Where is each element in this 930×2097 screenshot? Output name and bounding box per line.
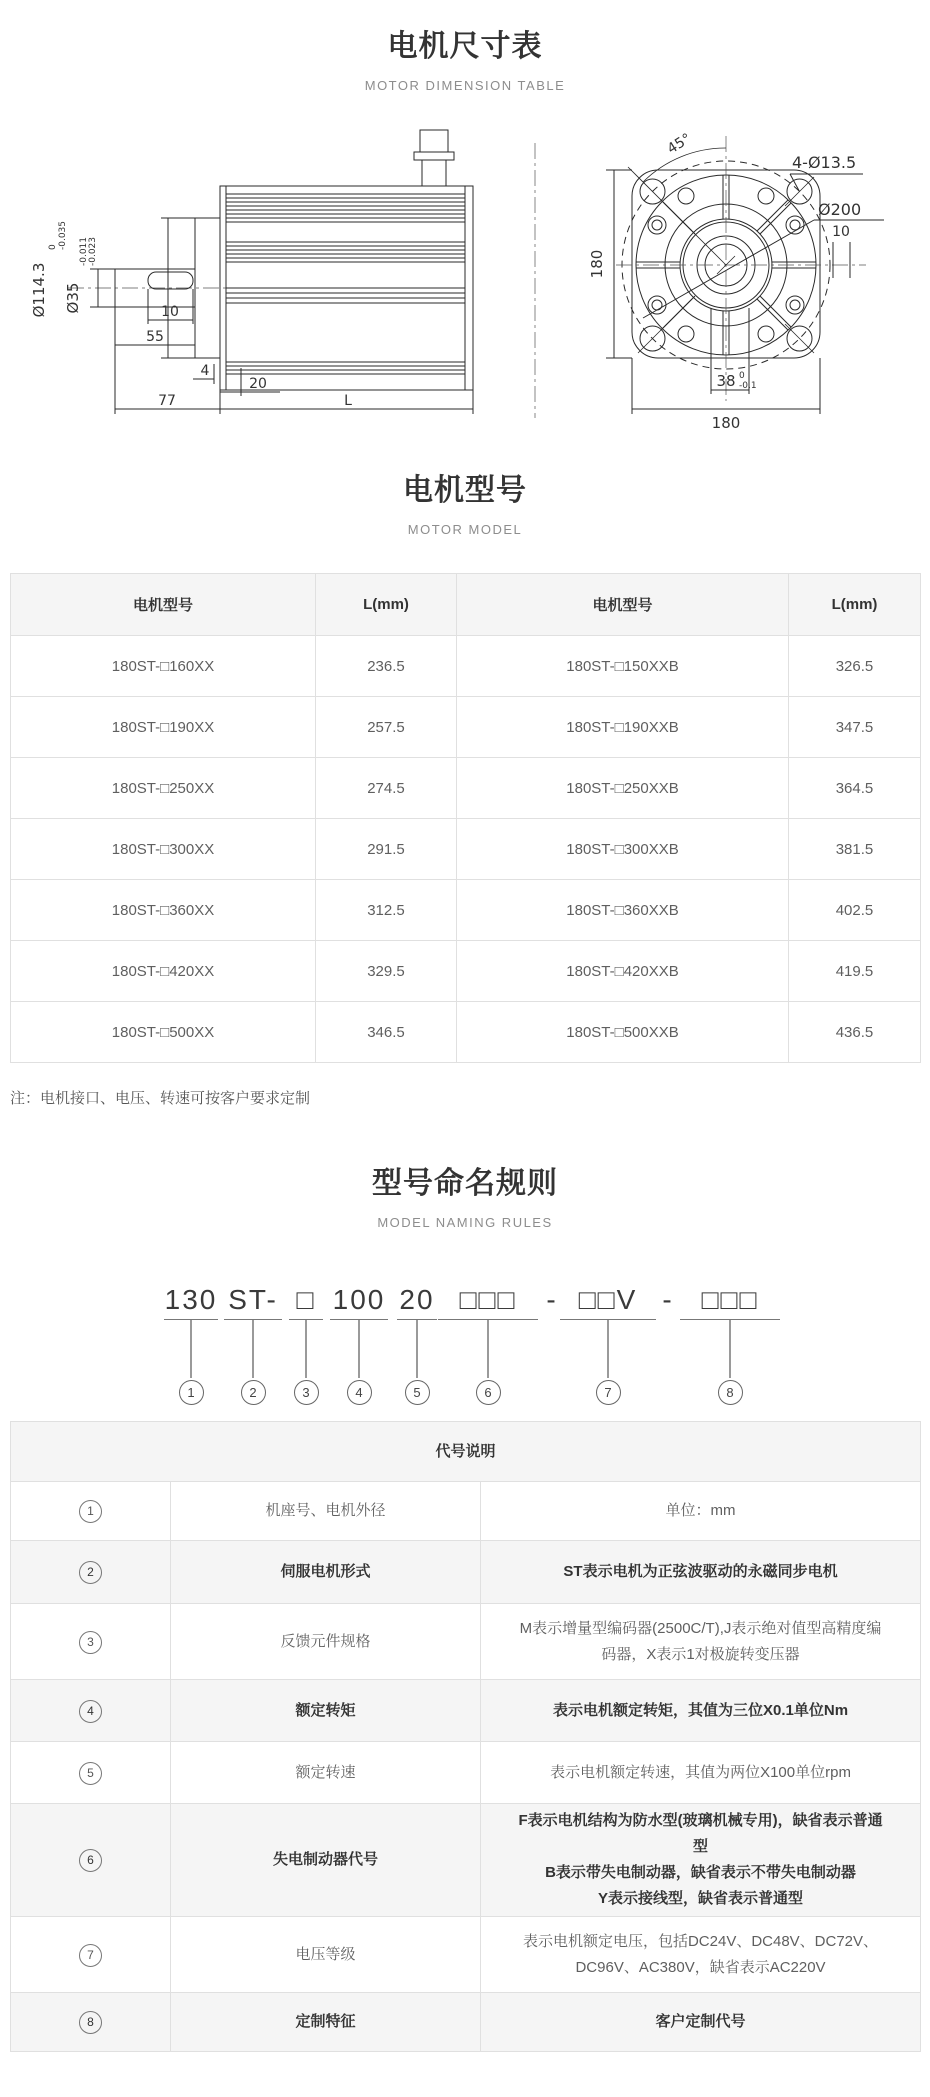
code-name-cell: 电压等级 (171, 1917, 481, 1993)
segment-number-2: 2 (241, 1380, 266, 1405)
circled-number: 5 (79, 1762, 102, 1785)
section-dimension-header (0, 26, 930, 93)
code-name-cell: 额定转速 (171, 1742, 481, 1804)
code-row-1 (11, 1482, 921, 1541)
segment-number-6: 6 (476, 1380, 501, 1405)
segment-leader (358, 1320, 360, 1378)
code-num-cell (11, 1993, 171, 2052)
segment-leader (305, 1320, 307, 1378)
segment-label: ST- (228, 1284, 278, 1315)
code-row-4 (11, 1680, 921, 1742)
circled-number: 1 (79, 1500, 102, 1523)
dim-bolt-circle: Ø200 (818, 200, 862, 219)
customization-note: 注：电机接口、电压、转速可按客户要求定制 (10, 1090, 311, 1107)
segment-number-7: 7 (596, 1380, 621, 1405)
code-row-7 (11, 1917, 921, 1993)
table-row (11, 636, 921, 697)
cell-length: 326.5 (789, 636, 921, 697)
dim-angle: 45° (664, 130, 695, 158)
cell-model: 180ST-□190XXB (457, 697, 789, 758)
cell-length: 364.5 (789, 758, 921, 819)
side-view-geometry (68, 130, 473, 414)
cell-model: 180ST-□150XXB (457, 636, 789, 697)
desc-line: 表示电机额定转矩，其值为三位X0.1单位Nm (553, 1701, 849, 1719)
desc-line: 表示电机额定转速，其值为两位X100单位rpm (550, 1763, 851, 1781)
cell-length: 329.5 (316, 941, 457, 1002)
code-num-cell (11, 1482, 171, 1541)
circled-number: 6 (79, 1849, 102, 1872)
motor-front-view-drawing (488, 118, 930, 446)
cell-length: 436.5 (789, 1002, 921, 1063)
segment-label: 100 (332, 1284, 386, 1315)
dim-dia-shaft-tol-lower: -0.023 (88, 236, 98, 266)
code-table-header-row (11, 1422, 921, 1482)
code-table-title: 代号说明 (11, 1422, 921, 1482)
dim-shaft-len: 55 (146, 329, 164, 345)
segment-number-3: 3 (294, 1380, 319, 1405)
code-num-cell (11, 1742, 171, 1804)
segment-number-4: 4 (347, 1380, 372, 1405)
col-header-l-1: L(mm) (316, 574, 457, 636)
code-row-8 (11, 1993, 921, 2052)
dim-dia-boss: Ø114.3 (30, 262, 48, 318)
segment-number-8: 8 (718, 1380, 743, 1405)
dim-dia-shaft-tol-upper: -0.011 (79, 236, 89, 266)
segment-number-5: 5 (405, 1380, 430, 1405)
segment-label: □□□ (701, 1284, 759, 1315)
cell-model: 180ST-□500XX (11, 1002, 316, 1063)
cell-model: 180ST-□420XX (11, 941, 316, 1002)
code-name-cell: 定制特征 (171, 1993, 481, 2052)
dim-dia-shaft: Ø35 (64, 282, 82, 314)
dim-shaft-flat: 38 (716, 372, 736, 390)
code-num-cell (11, 1917, 171, 1993)
desc-line: 单位：mm (665, 1502, 736, 1519)
code-name-cell: 失电制动器代号 (171, 1804, 481, 1917)
cell-length: 419.5 (789, 941, 921, 1002)
naming-segment-feedback (289, 1283, 323, 1405)
code-name-cell: 机座号、电机外径 (171, 1482, 481, 1541)
dim-body-len: L (344, 393, 352, 409)
cell-length: 257.5 (316, 697, 457, 758)
desc-line: 客户定制代号 (655, 2013, 746, 2030)
table-row (11, 941, 921, 1002)
desc-line: M表示增量型编码器(2500C/T),J表示绝对值型高精度编码器，X表示1对极旋转变压器 (519, 1619, 882, 1663)
dim-flange-depth: 20 (249, 376, 267, 392)
segment-leader (252, 1320, 254, 1378)
col-header-l-2: L(mm) (789, 574, 921, 636)
circled-number: 7 (79, 1944, 102, 1967)
cell-model: 180ST-□250XXB (457, 758, 789, 819)
cell-length: 274.5 (316, 758, 457, 819)
cell-model: 180ST-□500XXB (457, 1002, 789, 1063)
naming-segment-frame-size (164, 1283, 218, 1405)
cell-model: 180ST-□360XX (11, 880, 316, 941)
segment-leader (607, 1320, 609, 1378)
motor-side-view-drawing (28, 118, 488, 446)
desc-line: B表示带失电制动器，缺省表示不带失电制动器 (545, 1864, 856, 1881)
code-desc-cell (481, 1604, 921, 1680)
code-row-2 (11, 1541, 921, 1604)
segment-label: 20 (399, 1284, 435, 1315)
cell-model: 180ST-□420XXB (457, 941, 789, 1002)
segment-label: □□V (578, 1284, 638, 1315)
circled-number: 3 (79, 1631, 102, 1654)
code-row-6 (11, 1804, 921, 1917)
code-desc-cell (481, 1804, 921, 1917)
model-title-en: MOTOR MODEL (407, 522, 523, 537)
dim-dia-boss-tol-upper: 0 (48, 244, 58, 250)
code-row-3 (11, 1604, 921, 1680)
naming-segment-voltage (560, 1283, 656, 1405)
section-naming-header (0, 1163, 930, 1230)
code-num-cell (11, 1541, 171, 1604)
segment-number-1: 1 (179, 1380, 204, 1405)
naming-segment-motor-type (224, 1283, 282, 1405)
dim-height: 180 (588, 249, 606, 279)
section-model-header (0, 470, 930, 537)
code-num-cell (11, 1680, 171, 1742)
cell-length: 381.5 (789, 819, 921, 880)
code-description-table (10, 1421, 921, 2052)
table-row (11, 1002, 921, 1063)
table-row (11, 819, 921, 880)
segment-leader (190, 1320, 192, 1378)
segment-label: 130 (164, 1284, 218, 1315)
naming-separator: - (662, 1284, 672, 1315)
code-row-5 (11, 1742, 921, 1804)
table-row (11, 880, 921, 941)
circled-number: 8 (79, 2011, 102, 2034)
dim-step: 4 (200, 363, 210, 379)
dimension-title-cn: 电机尺寸表 (387, 30, 543, 63)
code-desc-cell (481, 1742, 921, 1804)
segment-leader (487, 1320, 489, 1378)
dim-width: 180 (711, 414, 741, 432)
dim-shaft-flat-tol-lower: -0.1 (739, 381, 757, 391)
naming-segment-brake (438, 1283, 538, 1405)
cell-model: 180ST-□190XX (11, 697, 316, 758)
dim-shaft-flat-tol-upper: 0 (739, 371, 745, 381)
col-header-model-1: 电机型号 (11, 574, 316, 636)
segment-leader (729, 1320, 731, 1378)
cell-model: 180ST-□300XX (11, 819, 316, 880)
table-header-row (11, 574, 921, 636)
table-row (11, 758, 921, 819)
segment-label: □□□ (459, 1284, 517, 1315)
cell-length: 291.5 (316, 819, 457, 880)
dim-key-width: 10 (161, 304, 179, 320)
side-view-labels (30, 221, 352, 409)
desc-line: F表示电机结构为防水型(玻璃机械专用)，缺省表示普通型 (518, 1812, 883, 1855)
dim-key: 10 (832, 224, 850, 240)
code-num-cell (11, 1604, 171, 1680)
col-header-model-2: 电机型号 (457, 574, 789, 636)
desc-line: ST表示电机为正弦波驱动的永磁同步电机 (563, 1563, 838, 1580)
desc-line: 表示电机额定电压，包括DC24V、DC48V、DC72V、DC96V、AC380V，缺省表示AC220V (522, 1932, 879, 1976)
segment-label: □ (296, 1284, 316, 1315)
naming-title-cn: 型号命名规则 (372, 1167, 558, 1200)
motor-model-table (10, 573, 921, 1063)
code-name-cell: 伺服电机形式 (171, 1541, 481, 1604)
desc-line: Y表示接线型，缺省表示普通型 (598, 1890, 804, 1907)
code-name-cell: 反馈元件规格 (171, 1604, 481, 1680)
model-title-cn: 电机型号 (403, 474, 527, 507)
table-row (11, 697, 921, 758)
naming-title-en: MODEL NAMING RULES (377, 1215, 553, 1230)
circled-number: 4 (79, 1700, 102, 1723)
cell-length: 236.5 (316, 636, 457, 697)
cell-model: 180ST-□250XX (11, 758, 316, 819)
naming-segment-speed (397, 1283, 437, 1405)
cell-length: 347.5 (789, 697, 921, 758)
code-name-cell: 额定转矩 (171, 1680, 481, 1742)
code-desc-cell (481, 1993, 921, 2052)
cell-length: 346.5 (316, 1002, 457, 1063)
naming-separator: - (546, 1284, 556, 1315)
cell-model: 180ST-□360XXB (457, 880, 789, 941)
cell-length: 312.5 (316, 880, 457, 941)
code-desc-cell (481, 1680, 921, 1742)
cell-model: 180ST-□160XX (11, 636, 316, 697)
code-desc-cell (481, 1917, 921, 1993)
dimension-title-en: MOTOR DIMENSION TABLE (364, 78, 566, 93)
cell-length: 402.5 (789, 880, 921, 941)
code-num-cell (11, 1804, 171, 1917)
dim-holes: 4-Ø13.5 (792, 153, 857, 172)
naming-segment-custom (680, 1283, 780, 1405)
segment-leader (416, 1320, 418, 1378)
cell-model: 180ST-□300XXB (457, 819, 789, 880)
dim-dia-boss-tol-lower: -0.035 (58, 220, 68, 250)
code-desc-cell (481, 1482, 921, 1541)
code-desc-cell (481, 1541, 921, 1604)
dim-front-len: 77 (158, 393, 176, 409)
circled-number: 2 (79, 1561, 102, 1584)
model-naming-diagram (0, 1283, 930, 1413)
naming-segment-torque (330, 1283, 388, 1405)
